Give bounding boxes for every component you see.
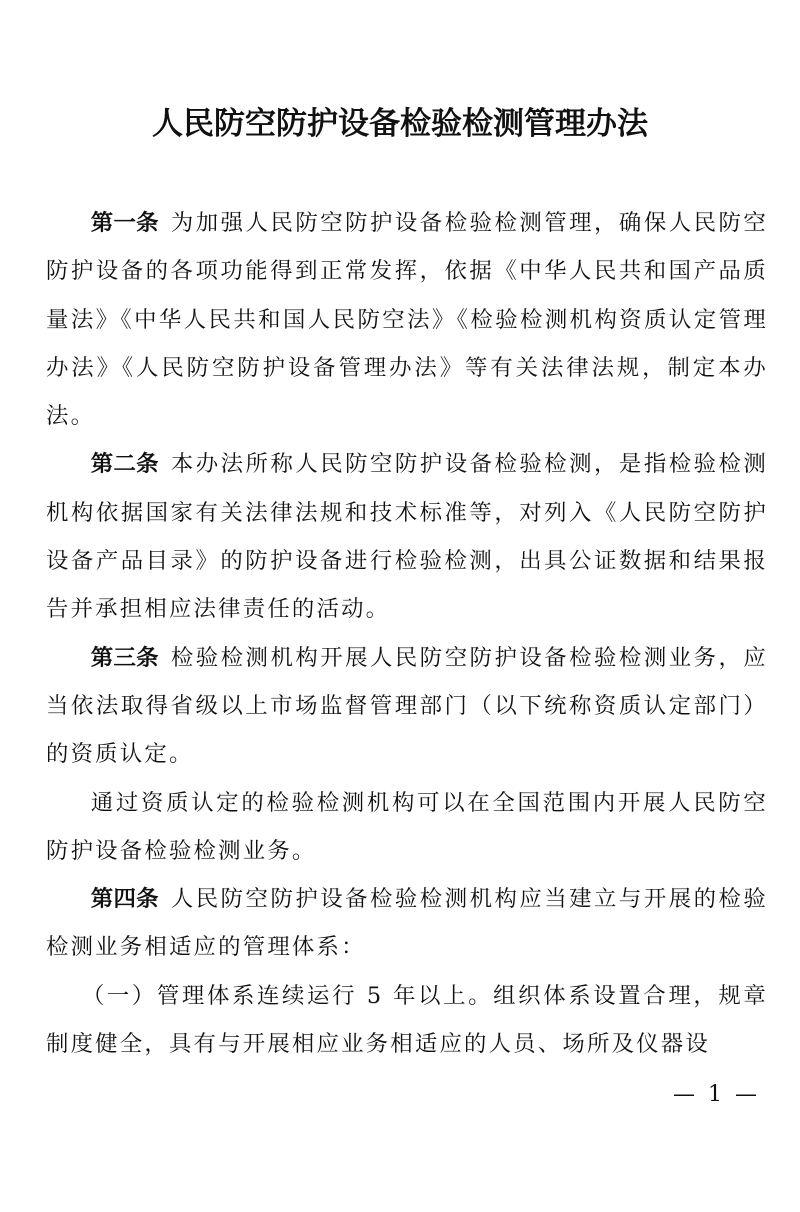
article-2 — [46, 440, 768, 633]
article-1-number: 第一条 — [90, 210, 159, 236]
article-2-text: 本办法所称人民防空防护设备检验检测，是指检验检测机构依据国家有关法律法规和技术标准等，对列入《人民防空防护设备产品目录》的防护设备进行检验检测，出具公证数据和结果报告并承担相应法律责任的活动。 — [46, 451, 768, 623]
article-3-text: 检验检测机构开展人民防空防护设备检验检测业务，应当依法取得省级以上市场监督管理部门（以下统称资质认定部门）的资质认定。 — [46, 644, 768, 768]
page-number: — 1 — — [673, 1082, 760, 1107]
article-3-paragraph-2: 通过资质认定的检验检测机构可以在全国范围内开展人民防空防护设备检验检测业务。 — [46, 789, 768, 864]
document-body — [46, 199, 768, 1068]
article-2-number: 第二条 — [90, 451, 159, 478]
article-4-number: 第四条 — [90, 886, 159, 913]
article-4 — [46, 875, 768, 972]
article-4-text: 人民防空防护设备检验检测机构应当建立与开展的检验检测业务相适应的管理体系： — [46, 886, 768, 961]
article-1-text: 为加强人民防空防护设备检验检测管理，确保人民防空防护设备的各项功能得到正常发挥，依据《中华人民共和国产品质量法》《中华人民共和国人民防空法》《检验检测机构资质认定管理办法》《人民防空防护设备管理办法》等有关法律法规，制定本办法。 — [46, 210, 768, 430]
document-title: 人民防空防护设备检验检测管理办法 — [152, 106, 648, 142]
article-3 — [46, 634, 768, 779]
article-4-item-1: （一）管理体系连续运行 5 年以上。组织体系设置合理，规章制度健全，具有与开展相应业务相适应的人员、场所及仪器设 — [46, 982, 768, 1058]
article-3-number: 第三条 — [90, 644, 159, 671]
article-1 — [46, 199, 768, 440]
